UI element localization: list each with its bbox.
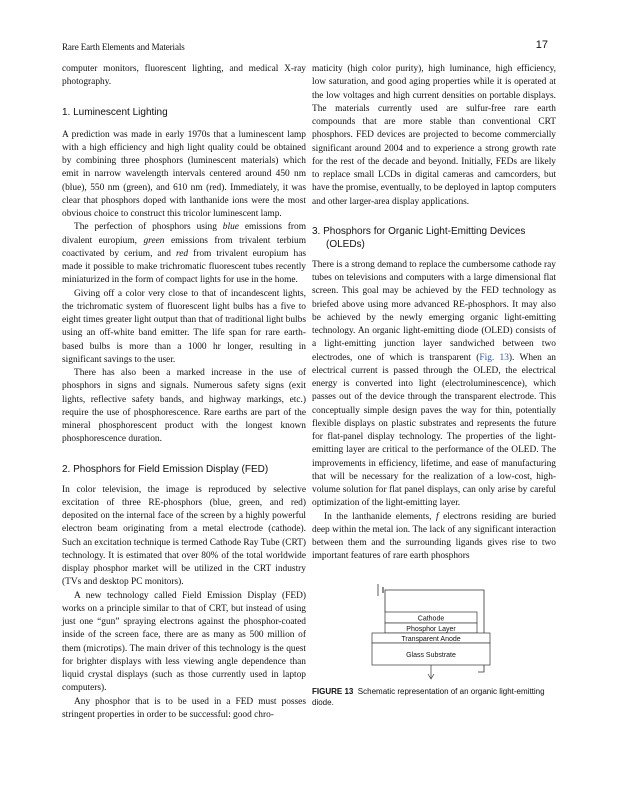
section-heading-fed: 2. Phosphors for Field Emission Display (FED) (62, 463, 269, 475)
figure-13-link[interactable]: Fig. 13 (479, 352, 509, 363)
page-number: 17 (535, 39, 548, 51)
paragraph: computer monitors, fluorescent lighting, and medical X-ray photography. (62, 64, 306, 88)
paragraph: There has also been a marked increase in the use of phosphors in signs and signals. Numerous safety signs (exit lights, reflective safety bands, and highway markings, etc.) require the use of phosphorescence. Rare earths are part of the mineral phosphorescent product with the longest known phosphorescence duration. (62, 368, 306, 445)
paragraph: Any phosphor that is to be used in a FED must posses stringent properties in order to be successful: good chro- (62, 696, 306, 720)
caption-label: FIGURE 13 (312, 687, 354, 696)
emphasis-blue: blue (222, 222, 239, 233)
layer-label: Cathode (417, 615, 445, 623)
section-heading-oled: 3. Phosphors for Organic Light-Emitting Devices (OLEDs) (312, 225, 526, 250)
paragraph: Giving off a color very close to that of incandescent lights, the trichromatic system of fluorescent light bulbs has a five to eight times greater light output than that of traditional light bulbs using an off-white band emitter. The life span for rare earth-based bulbs is more than a 1000 hr longer, resulting in significant savings to the user. (62, 288, 306, 365)
figure-13 (312, 582, 556, 712)
layer-label: Glass Substrate (406, 652, 456, 659)
paragraph: There is a strong demand to replace the cumbersome cathode ray tubes on televisions and computers with a large dimensional flat screen. This goal may be achieved by the FED technology as briefed above using more advanced RE-phosphors. It may also be achieved by the newly emerging organic light-emitting technology. An organic light-emitting diode (OLED) consists of a light-emitting junction layer sandwiched between two electrodes, one of which is transparent (Fig. 13). When an electrical current is passed through the OLED, the electrical energy is converted into light (electroluminescence), which passes out of the device through the transparent electrode. This conceptually simple design paves the way for thin, potentially flexible displays on plastic substrates and represents the future for flat-panel display technology. The properties of the light-emitting layer are critical to the performance of the OLED. The improvements in efficiency, lifetime, and ease of manufacturing that will be necessary for the realization of a low-cost, high-volume solution for flat panel displays, can only arise by careful optimization of the light-emitting layer. (312, 259, 556, 509)
section-heading-luminescent-lighting: 1. Luminescent Lighting (62, 106, 168, 118)
layer-label: Phosphor Layer (406, 626, 456, 633)
paragraph: In color television, the image is reproduced by selective excitation of three RE-phosphors (blue, green, and red) deposited on the internal face of the screen by a highly powerful electron beam originating from a metal electrode (cathode). Such an excitation technique is termed Cathode Ray Tube (CRT) technology. It is estimated that over 80% of the total worldwide display phosphor market will be utilized in the CRT industry (TVs and desktop PC monitors). (62, 484, 306, 588)
layer-label: Transparent Anode (401, 636, 461, 643)
oled-schematic (312, 582, 556, 682)
paragraph: A prediction was made in early 1970s that a luminescent lamp with a high efficiency and high light quality could be obtained by combining three phosphors (luminescent materials) which emit in narrow wavelength intervals centered around 450 nm (blue), 550 nm (green), and 610 nm (red). Immediately, it was clear that phosphors doped with lanthanide ions were the most obvious choice to construct this tricolor luminescent lamp. (62, 129, 306, 219)
emphasis-red: red (175, 248, 189, 259)
caption-text: Schematic representation of an organic light-emitting diode. (312, 687, 545, 707)
paragraph: A new technology called Field Emission Display (FED) works on a principle similar to that of CRT, but instead of using just one “gun” spraying electrons against the phosphor-coated inside of the screen face, there are as many as 500 million of them (microtips). The main driver of this technology is the quest for brighter displays with less viewing angle dependence than liquid crystal displays (such as those currently used in laptop computers). (62, 590, 306, 694)
right-column (312, 63, 556, 564)
paragraph: In the lanthanide elements, f electrons residing are buried deep within the metal ion. The lack of any significant interaction between them and the surrounding ligands gives rise to two important features of rare earth phosphors (312, 511, 556, 562)
left-column (62, 63, 306, 722)
paragraph: The perfection of phosphors using blue emissions from divalent europium, green emissions from trivalent terbium coactivated by cerium, and red from trivalent europium has made it possible to make trichromatic fluorescent tubes recently miniaturized in the form of compact lights for use in the home. (62, 222, 307, 286)
paragraph: maticity (high color purity), high luminance, high efficiency, low saturation, and good aging properties while it is operated at the low voltages and high current densities on portable displays. The materials currently used are sulfur-free rare earth compounds that are more stable than conventional CRT phosphors. FED devices are projected to become commercially significant around 2004 and to experience a strong growth rate for the rest of the decade and beyond. Initially, FEDs are likely to replace small LCDs in digital cameras and camcorders, but have the promise, eventually, to be deployed in laptop computers and other larger-area display applications. (312, 64, 556, 207)
figure-caption (312, 686, 556, 708)
running-title: Rare Earth Elements and Materials (62, 42, 185, 52)
emphasis-green: green (143, 235, 165, 246)
emphasis-f: f (435, 511, 439, 522)
